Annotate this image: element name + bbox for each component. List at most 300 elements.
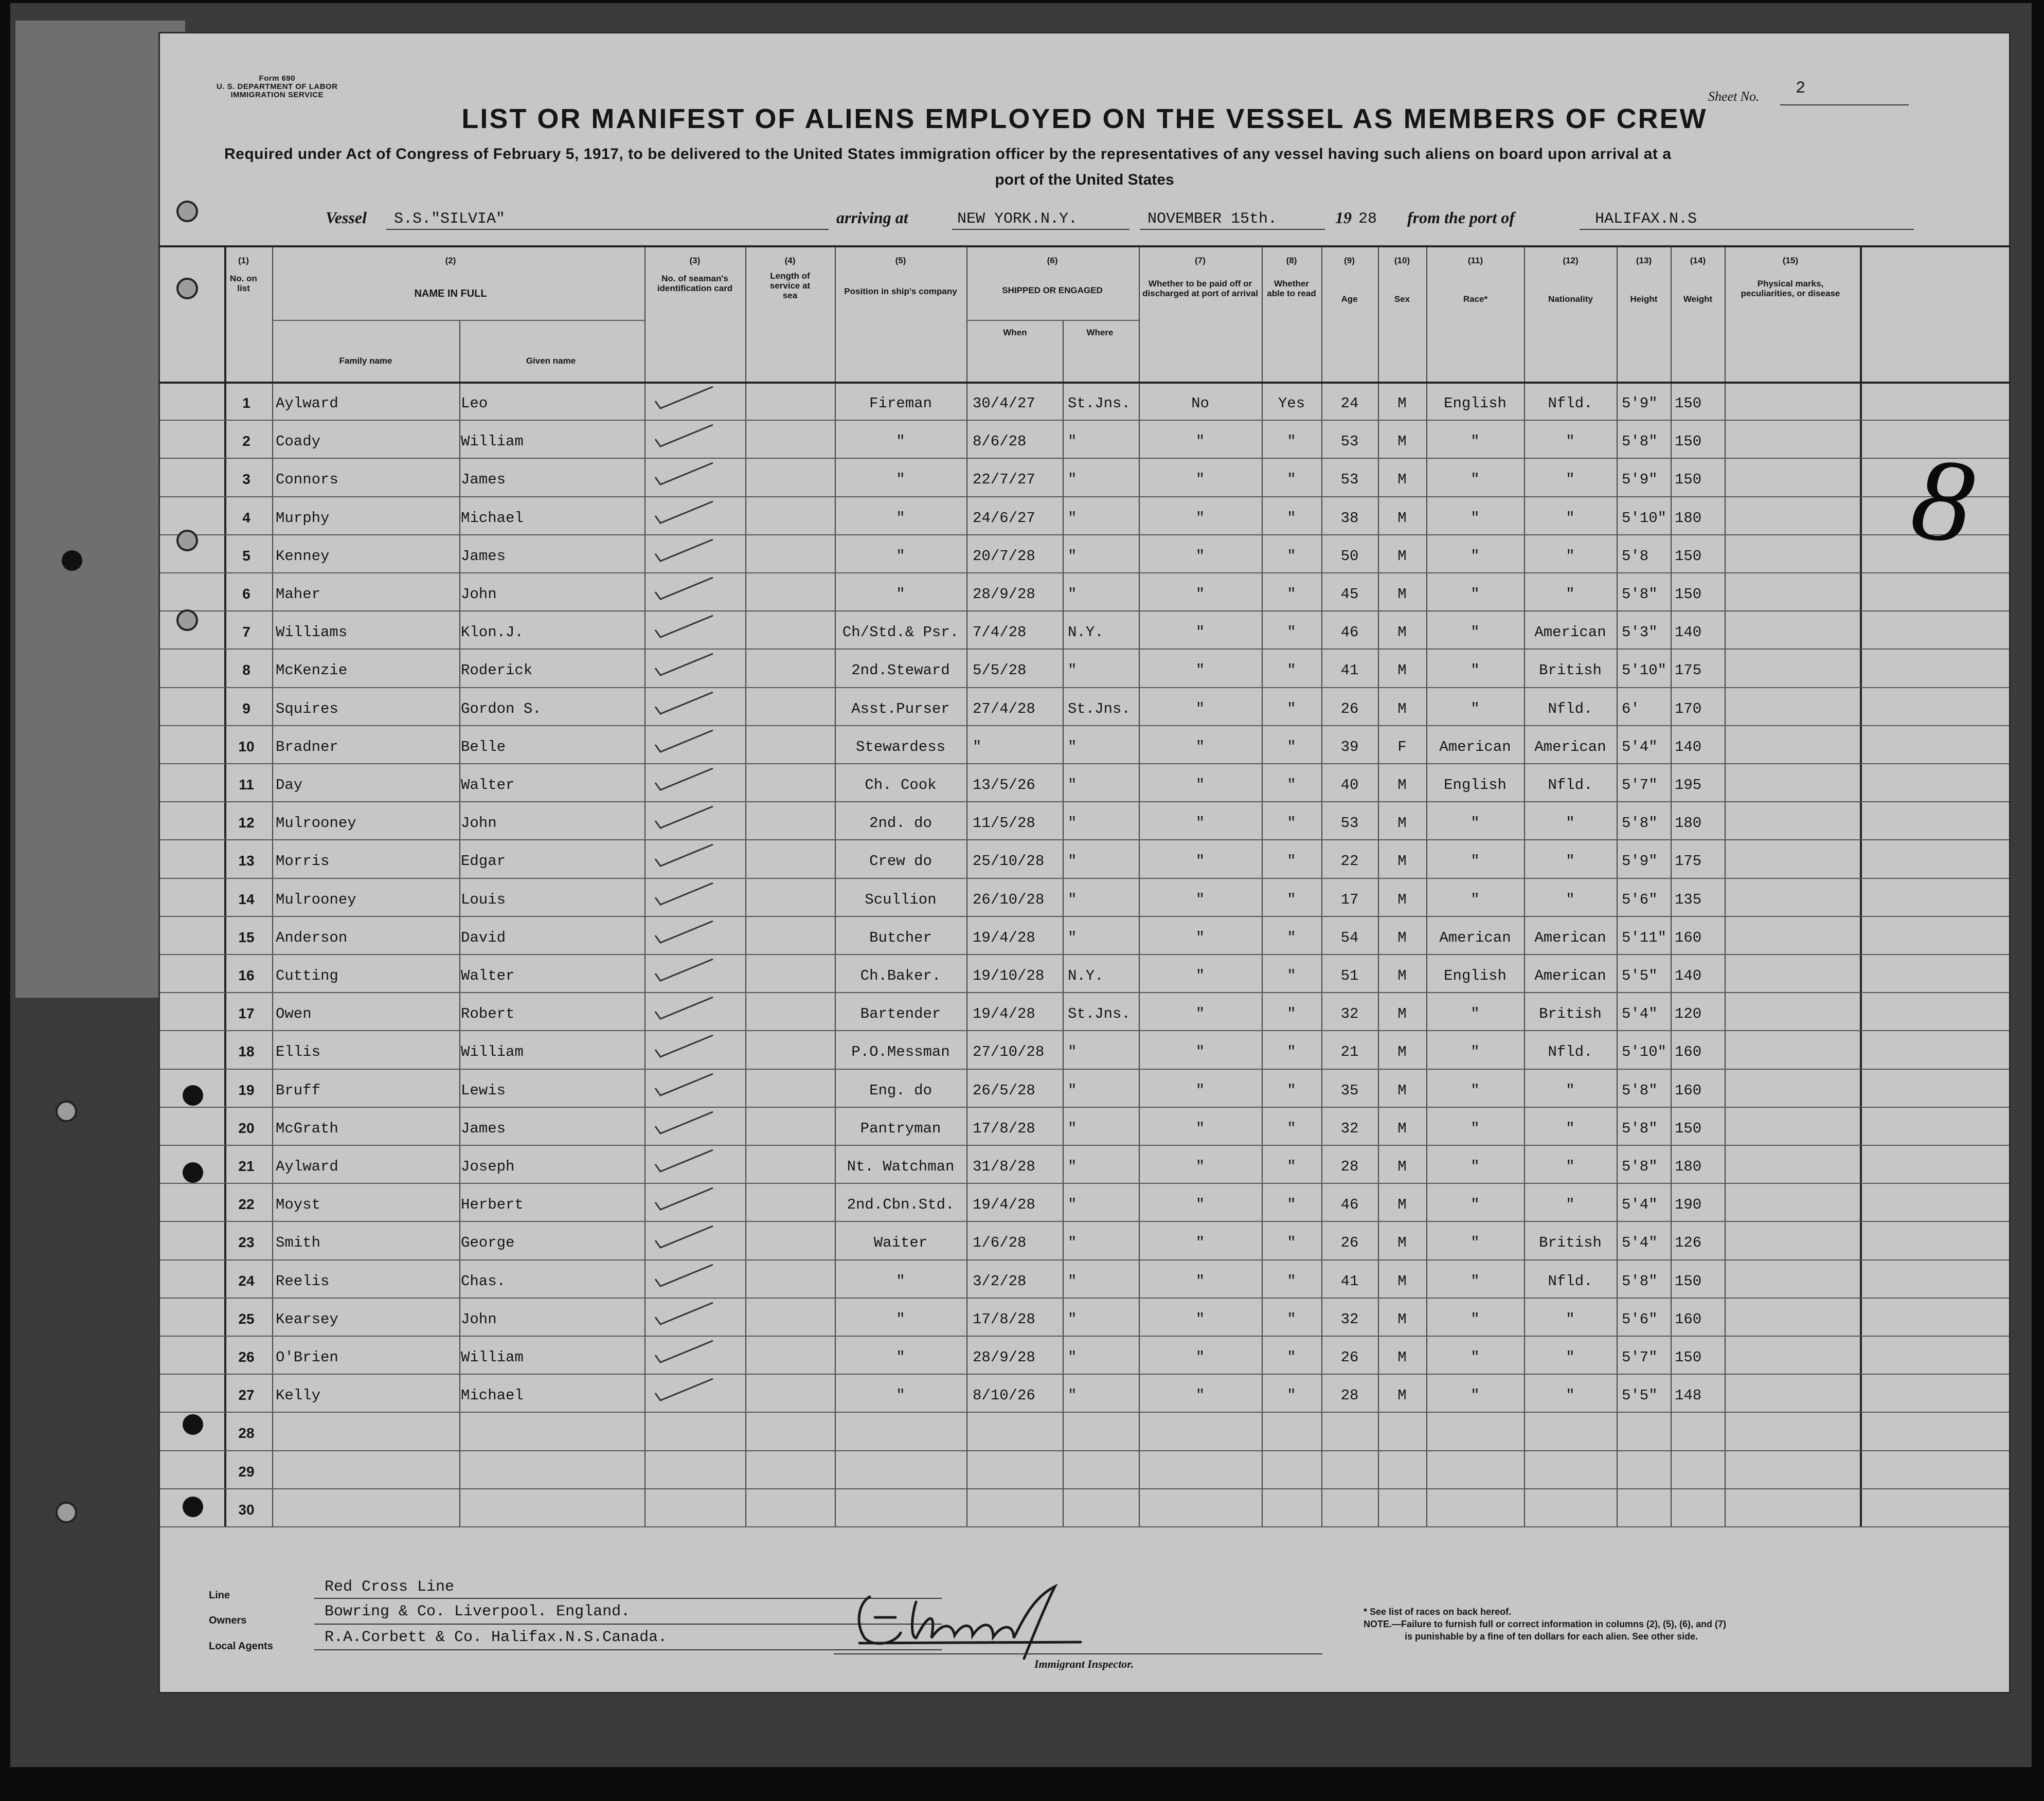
cell-where: St.Jns.: [1068, 395, 1131, 412]
cell-when: 19/4/28: [973, 1005, 1035, 1022]
col-7-number: (7): [1195, 256, 1206, 265]
cell-race: ": [1471, 1196, 1480, 1213]
cell-weight: 140: [1675, 739, 1702, 755]
cell-when: 27/4/28: [973, 700, 1035, 717]
subtitle-line-1: Required under Act of Congress of February 5, 1917, to be delivered to the United States immigration officer by the representatives of any vessel having such aliens on board upon arrival at a: [224, 146, 1672, 163]
row-rule: [160, 1412, 2009, 1413]
cell-sex: M: [1397, 1273, 1407, 1290]
cell-race: English: [1444, 777, 1507, 794]
cell-when: 22/7/27: [973, 471, 1035, 488]
cell-position: Pantryman: [860, 1120, 941, 1137]
column-rule: [1671, 245, 1672, 1526]
cell-race: ": [1471, 662, 1480, 679]
cell-family: Mulrooney: [276, 891, 356, 908]
cell-read: ": [1287, 700, 1296, 717]
row-rule: [160, 1183, 2009, 1184]
from-port-label: from the port of: [1407, 208, 1515, 227]
cell-age: 26: [1340, 1234, 1359, 1251]
check-mark: [651, 805, 718, 831]
column-rule: [745, 245, 746, 1526]
cell-family: Mulrooney: [276, 815, 356, 832]
cell-age: 53: [1340, 433, 1359, 450]
cell-when: 13/5/26: [973, 777, 1035, 794]
department: U. S. DEPARTMENT OF LABOR: [217, 82, 338, 91]
cell-when: 17/8/28: [973, 1120, 1035, 1137]
row-number: 12: [238, 815, 255, 831]
row-rule: [160, 1221, 2009, 1222]
cell-when: 28/9/28: [973, 586, 1035, 603]
cell-race: ": [1471, 891, 1480, 908]
cell-age: 26: [1340, 1349, 1359, 1366]
cell-paid: ": [1195, 1349, 1205, 1366]
cell-race: American: [1439, 739, 1511, 755]
crew-table: [160, 245, 2009, 1562]
cell-when: 17/8/28: [973, 1311, 1035, 1328]
cell-family: Kelly: [276, 1387, 321, 1404]
cell-when: 19/4/28: [973, 929, 1035, 946]
row-number: 13: [238, 853, 255, 869]
cell-given: John: [461, 815, 497, 832]
col-8-header: Whether able to read: [1267, 279, 1316, 298]
cell-where: ": [1068, 1158, 1077, 1175]
cell-where: ": [1068, 1043, 1077, 1060]
col-12-header: Nationality: [1548, 294, 1593, 304]
row-number: 19: [238, 1082, 255, 1098]
arriving-label: arriving at: [836, 208, 908, 227]
cell-nationality: British: [1539, 662, 1602, 679]
cell-paid: ": [1195, 548, 1205, 565]
cell-race: ": [1471, 1005, 1480, 1022]
cell-height: 5'7": [1622, 777, 1658, 794]
cell-position: ": [896, 1273, 905, 1290]
column-rule: [644, 245, 646, 1526]
margin-handwritten-number: 8: [1904, 431, 1982, 569]
cell-paid: ": [1195, 1043, 1205, 1060]
cell-given: Edgar: [461, 853, 506, 870]
binder-hole: [176, 278, 198, 299]
penalty-note: NOTE.—Failure to furnish full or correct information in columns (2), (5), (6), and (7): [1364, 1619, 1727, 1629]
sheet-label: Sheet No.: [1708, 89, 1760, 104]
check-mark: [651, 386, 718, 411]
cell-weight: 150: [1675, 586, 1702, 603]
penalty-note-cont: is punishable by a fine of ten dollars for each alien. See other side.: [1405, 1631, 1698, 1642]
binder-hole: [183, 1085, 203, 1106]
from-port-underline: [1580, 229, 1914, 230]
cell-sex: M: [1397, 1234, 1407, 1251]
cell-height: 5'8": [1622, 586, 1658, 603]
cell-given: William: [461, 1043, 524, 1060]
cell-given: Walter: [461, 777, 515, 794]
cell-sex: M: [1397, 777, 1407, 794]
check-mark: [651, 729, 718, 755]
cell-race: ": [1471, 853, 1480, 870]
cell-where: ": [1068, 586, 1077, 603]
col-4-header: Length of service at sea: [769, 271, 811, 300]
row-rule: [160, 1526, 2009, 1527]
column-rule: [1426, 245, 1427, 1526]
page-title: LIST OR MANIFEST OF ALIENS EMPLOYED ON THE VESSEL AS MEMBERS OF CREW: [461, 103, 1708, 134]
col-6-header: SHIPPED OR ENGAGED: [1002, 285, 1103, 295]
cell-race: English: [1444, 967, 1507, 984]
cell-when: 8/6/28: [973, 433, 1027, 450]
cell-sex: M: [1397, 815, 1407, 832]
agents-label: Local Agents: [209, 1641, 273, 1652]
cell-position: Eng. do: [869, 1082, 932, 1099]
column-rule: [272, 245, 273, 1526]
cell-family: Ellis: [276, 1043, 321, 1060]
cell-height: 5'8: [1622, 548, 1649, 565]
col-10-header: Sex: [1394, 294, 1410, 304]
check-mark: [651, 691, 718, 717]
cell-where: ": [1068, 777, 1077, 794]
row-rule: [160, 916, 2009, 917]
cell-height: 5'4": [1622, 1005, 1658, 1022]
cell-nationality: ": [1566, 853, 1575, 870]
cell-when: 19/10/28: [973, 967, 1045, 984]
column-rule: [459, 320, 460, 1526]
row-number: 6: [242, 586, 250, 602]
cell-position: ": [896, 1311, 905, 1328]
cell-where: ": [1068, 510, 1077, 527]
check-mark: [651, 577, 718, 602]
cell-age: 28: [1340, 1158, 1359, 1175]
cell-position: Nt. Watchman: [847, 1158, 955, 1175]
cell-sex: M: [1397, 662, 1407, 679]
cell-family: Connors: [276, 471, 338, 488]
cell-height: 5'8": [1622, 1273, 1658, 1290]
cell-paid: No: [1191, 395, 1209, 412]
cell-when: 5/5/28: [973, 662, 1027, 679]
cell-nationality: ": [1566, 471, 1575, 488]
col-8-number: (8): [1286, 256, 1297, 265]
cell-weight: 175: [1675, 662, 1702, 679]
cell-nationality: ": [1566, 510, 1575, 527]
cell-paid: ": [1195, 1196, 1205, 1213]
col-9-header: Age: [1341, 294, 1358, 304]
cell-position: Bartender: [860, 1005, 941, 1022]
binder-hole: [183, 1497, 203, 1517]
cell-position: ": [896, 586, 905, 603]
row-number: 26: [238, 1349, 255, 1365]
cell-read: ": [1287, 891, 1296, 908]
cell-read: ": [1287, 777, 1296, 794]
cell-age: 28: [1340, 1387, 1359, 1404]
cell-read: ": [1287, 510, 1296, 527]
cell-age: 22: [1340, 853, 1359, 870]
cell-age: 38: [1340, 510, 1359, 527]
cell-age: 24: [1340, 395, 1359, 412]
row-number: 29: [238, 1464, 255, 1480]
cell-race: American: [1439, 929, 1511, 946]
line-label: Line: [209, 1590, 230, 1601]
cell-age: 45: [1340, 586, 1359, 603]
row-rule: [160, 725, 2009, 726]
cell-height: 5'8": [1622, 1082, 1658, 1099]
cell-age: 17: [1340, 891, 1359, 908]
cell-where: ": [1068, 471, 1077, 488]
cell-given: Chas.: [461, 1273, 506, 1290]
cell-weight: 140: [1675, 967, 1702, 984]
row-rule: [160, 496, 2009, 497]
cell-nationality: ": [1566, 1196, 1575, 1213]
cell-height: 5'8": [1622, 433, 1658, 450]
check-mark: [651, 843, 718, 869]
cell-weight: 150: [1675, 395, 1702, 412]
col-1-header: No. on list: [230, 274, 257, 293]
cell-weight: 180: [1675, 1158, 1702, 1175]
row-rule: [160, 610, 2009, 611]
col-2b-header: Given name: [526, 356, 576, 366]
row-rule: [160, 649, 2009, 650]
cell-paid: ": [1195, 929, 1205, 946]
cell-nationality: ": [1566, 1349, 1575, 1366]
check-mark: [651, 1187, 718, 1213]
cell-paid: ": [1195, 1120, 1205, 1137]
cell-when: ": [973, 739, 982, 755]
cell-family: Kenney: [276, 548, 330, 565]
cell-where: ": [1068, 1234, 1077, 1251]
col-9-number: (9): [1344, 256, 1355, 265]
row-rule: [160, 534, 2009, 535]
row-number: 23: [238, 1234, 255, 1250]
cell-where: ": [1068, 815, 1077, 832]
cell-given: Robert: [461, 1005, 515, 1022]
cell-given: James: [461, 1120, 506, 1137]
cell-height: 5'3": [1622, 624, 1658, 641]
cell-given: Louis: [461, 891, 506, 908]
cell-nationality: ": [1566, 1387, 1575, 1404]
cell-weight: 180: [1675, 815, 1702, 832]
cell-sex: M: [1397, 471, 1407, 488]
cell-race: ": [1471, 586, 1480, 603]
row-rule: [160, 572, 2009, 573]
cell-weight: 120: [1675, 1005, 1702, 1022]
cell-age: 35: [1340, 1082, 1359, 1099]
cell-sex: M: [1397, 624, 1407, 641]
check-mark: [651, 538, 718, 564]
cell-position: 2nd. do: [869, 815, 932, 832]
cell-where: ": [1068, 1273, 1077, 1290]
from-port: HALIFAX.N.S: [1595, 210, 1697, 228]
cell-position: ": [896, 548, 905, 565]
cell-position: Butcher: [869, 929, 932, 946]
cell-when: 27/10/28: [973, 1043, 1045, 1060]
cell-weight: 180: [1675, 510, 1702, 527]
cell-sex: M: [1397, 1196, 1407, 1213]
cell-height: 5'6": [1622, 1311, 1658, 1328]
cell-where: ": [1068, 1196, 1077, 1213]
cell-height: 5'10": [1622, 1043, 1667, 1060]
cell-sex: M: [1397, 433, 1407, 450]
cell-height: 5'11": [1622, 929, 1667, 946]
cell-sex: M: [1397, 853, 1407, 870]
binder-hole: [176, 530, 198, 551]
service: IMMIGRATION SERVICE: [230, 91, 324, 99]
cell-nationality: American: [1534, 739, 1606, 755]
check-mark: [651, 1264, 718, 1289]
column-rule: [1262, 245, 1263, 1526]
cell-paid: ": [1195, 662, 1205, 679]
cell-read: ": [1287, 1387, 1296, 1404]
row-rule: [160, 1145, 2009, 1146]
row-number: 17: [238, 1005, 255, 1021]
check-mark: [651, 996, 718, 1022]
cell-paid: ": [1195, 739, 1205, 755]
arriving-underline: [952, 229, 1129, 230]
cell-position: Waiter: [873, 1234, 928, 1251]
row-number: 25: [238, 1311, 255, 1327]
arriving-port: NEW YORK.N.Y.: [957, 210, 1078, 228]
cell-read: ": [1287, 433, 1296, 450]
cell-given: Herbert: [461, 1196, 524, 1213]
col-2a-header: Family name: [339, 356, 392, 366]
cell-sex: M: [1397, 1387, 1407, 1404]
col-2-header: NAME IN FULL: [414, 288, 487, 299]
manifest-page: [158, 32, 2011, 1694]
cell-race: ": [1471, 1349, 1480, 1366]
cell-family: Owen: [276, 1005, 312, 1022]
cell-nationality: Nfld.: [1548, 777, 1593, 794]
binder-hole: [176, 201, 198, 222]
binder-hole: [183, 1414, 203, 1435]
cell-family: Coady: [276, 433, 321, 450]
row-number: 22: [238, 1196, 255, 1212]
row-number: 27: [238, 1387, 255, 1403]
cell-paid: ": [1195, 1387, 1205, 1404]
cell-read: ": [1287, 1043, 1296, 1060]
cell-family: Murphy: [276, 510, 330, 527]
binder-hole: [62, 550, 82, 571]
line-value: Red Cross Line: [325, 1578, 455, 1596]
cell-race: ": [1471, 1387, 1480, 1404]
cell-height: 5'5": [1622, 1387, 1658, 1404]
cell-family: Aylward: [276, 1158, 338, 1175]
cell-where: ": [1068, 853, 1077, 870]
cell-nationality: American: [1534, 967, 1606, 984]
cell-height: 5'4": [1622, 1234, 1658, 1251]
cell-given: John: [461, 586, 497, 603]
row-rule: [160, 1488, 2009, 1489]
cell-race: ": [1471, 1273, 1480, 1290]
cell-paid: ": [1195, 700, 1205, 717]
cell-weight: 175: [1675, 853, 1702, 870]
cell-where: ": [1068, 1349, 1077, 1366]
col-2-number: (2): [445, 256, 456, 265]
row-rule: [160, 801, 2009, 802]
row-rule: [160, 420, 2009, 421]
cell-nationality: American: [1534, 929, 1606, 946]
col-5-header: Position in ship's company: [844, 286, 957, 296]
cell-where: ": [1068, 739, 1077, 755]
cell-nationality: Nfld.: [1548, 700, 1593, 717]
cell-paid: ": [1195, 1158, 1205, 1175]
column-rule: [1725, 245, 1726, 1526]
cell-when: 24/6/27: [973, 510, 1035, 527]
row-number: 4: [242, 510, 250, 526]
column-rule: [224, 245, 226, 1526]
cell-paid: ": [1195, 1273, 1205, 1290]
cell-age: 32: [1340, 1311, 1359, 1328]
cell-weight: 140: [1675, 624, 1702, 641]
cell-age: 54: [1340, 929, 1359, 946]
cell-position: P.O.Messman: [851, 1043, 950, 1060]
cell-nationality: ": [1566, 1158, 1575, 1175]
cell-nationality: Nfld.: [1548, 1043, 1593, 1060]
cell-height: 5'10": [1622, 510, 1667, 527]
cell-read: ": [1287, 624, 1296, 641]
cell-nationality: ": [1566, 1311, 1575, 1328]
cell-paid: ": [1195, 624, 1205, 641]
cell-read: ": [1287, 1120, 1296, 1137]
col-14-number: (14): [1690, 256, 1706, 265]
cell-age: 50: [1340, 548, 1359, 565]
cell-where: ": [1068, 548, 1077, 565]
col-3-header: No. of seaman's identification card: [657, 274, 733, 293]
cell-paid: ": [1195, 777, 1205, 794]
cell-family: Maher: [276, 586, 321, 603]
owners-value: Bowring & Co. Liverpool. England.: [325, 1603, 631, 1620]
cell-read: ": [1287, 1196, 1296, 1213]
cell-read: ": [1287, 662, 1296, 679]
cell-weight: 160: [1675, 1311, 1702, 1328]
cell-where: ": [1068, 1120, 1077, 1137]
cell-race: ": [1471, 700, 1480, 717]
cell-nationality: ": [1566, 548, 1575, 565]
cell-read: ": [1287, 548, 1296, 565]
check-mark: [651, 500, 718, 526]
cell-family: Moyst: [276, 1196, 321, 1213]
cell-when: 8/10/26: [973, 1387, 1035, 1404]
cell-nationality: American: [1534, 624, 1606, 641]
inspector-underline: [834, 1653, 1322, 1654]
cell-sex: M: [1397, 510, 1407, 527]
col-15-header: Physical marks, peculiarities, or disease: [1741, 279, 1840, 298]
cell-age: 32: [1340, 1005, 1359, 1022]
cell-read: ": [1287, 1234, 1296, 1251]
cell-when: 19/4/28: [973, 1196, 1035, 1213]
cell-given: William: [461, 433, 524, 450]
row-number: 1: [242, 395, 250, 411]
year-value: 28: [1358, 210, 1377, 228]
row-number: 7: [242, 624, 250, 640]
cell-read: ": [1287, 853, 1296, 870]
row-rule: [160, 1336, 2009, 1337]
col-7-header: Whether to be paid off or discharged at port of arrival: [1142, 279, 1258, 298]
cell-weight: 160: [1675, 1043, 1702, 1060]
cell-when: 11/5/28: [973, 815, 1035, 832]
cell-family: Day: [276, 777, 303, 794]
check-mark: [651, 1302, 718, 1327]
cell-family: Anderson: [276, 929, 348, 946]
cell-age: 53: [1340, 471, 1359, 488]
col-6-number: (6): [1047, 256, 1058, 265]
cell-given: Gordon S.: [461, 700, 542, 717]
row-number: 28: [238, 1425, 255, 1441]
col-6b-header: Where: [1086, 328, 1114, 337]
cell-where: ": [1068, 1082, 1077, 1099]
cell-read: ": [1287, 471, 1296, 488]
cell-read: ": [1287, 967, 1296, 984]
cell-read: ": [1287, 1082, 1296, 1099]
col-13-number: (13): [1636, 256, 1652, 265]
cell-age: 41: [1340, 662, 1359, 679]
cell-height: 5'4": [1622, 739, 1658, 755]
cell-weight: 150: [1675, 1120, 1702, 1137]
cell-family: Bradner: [276, 739, 338, 755]
row-number: 14: [238, 891, 255, 907]
row-rule: [160, 458, 2009, 459]
column-rule: [1139, 245, 1140, 1526]
